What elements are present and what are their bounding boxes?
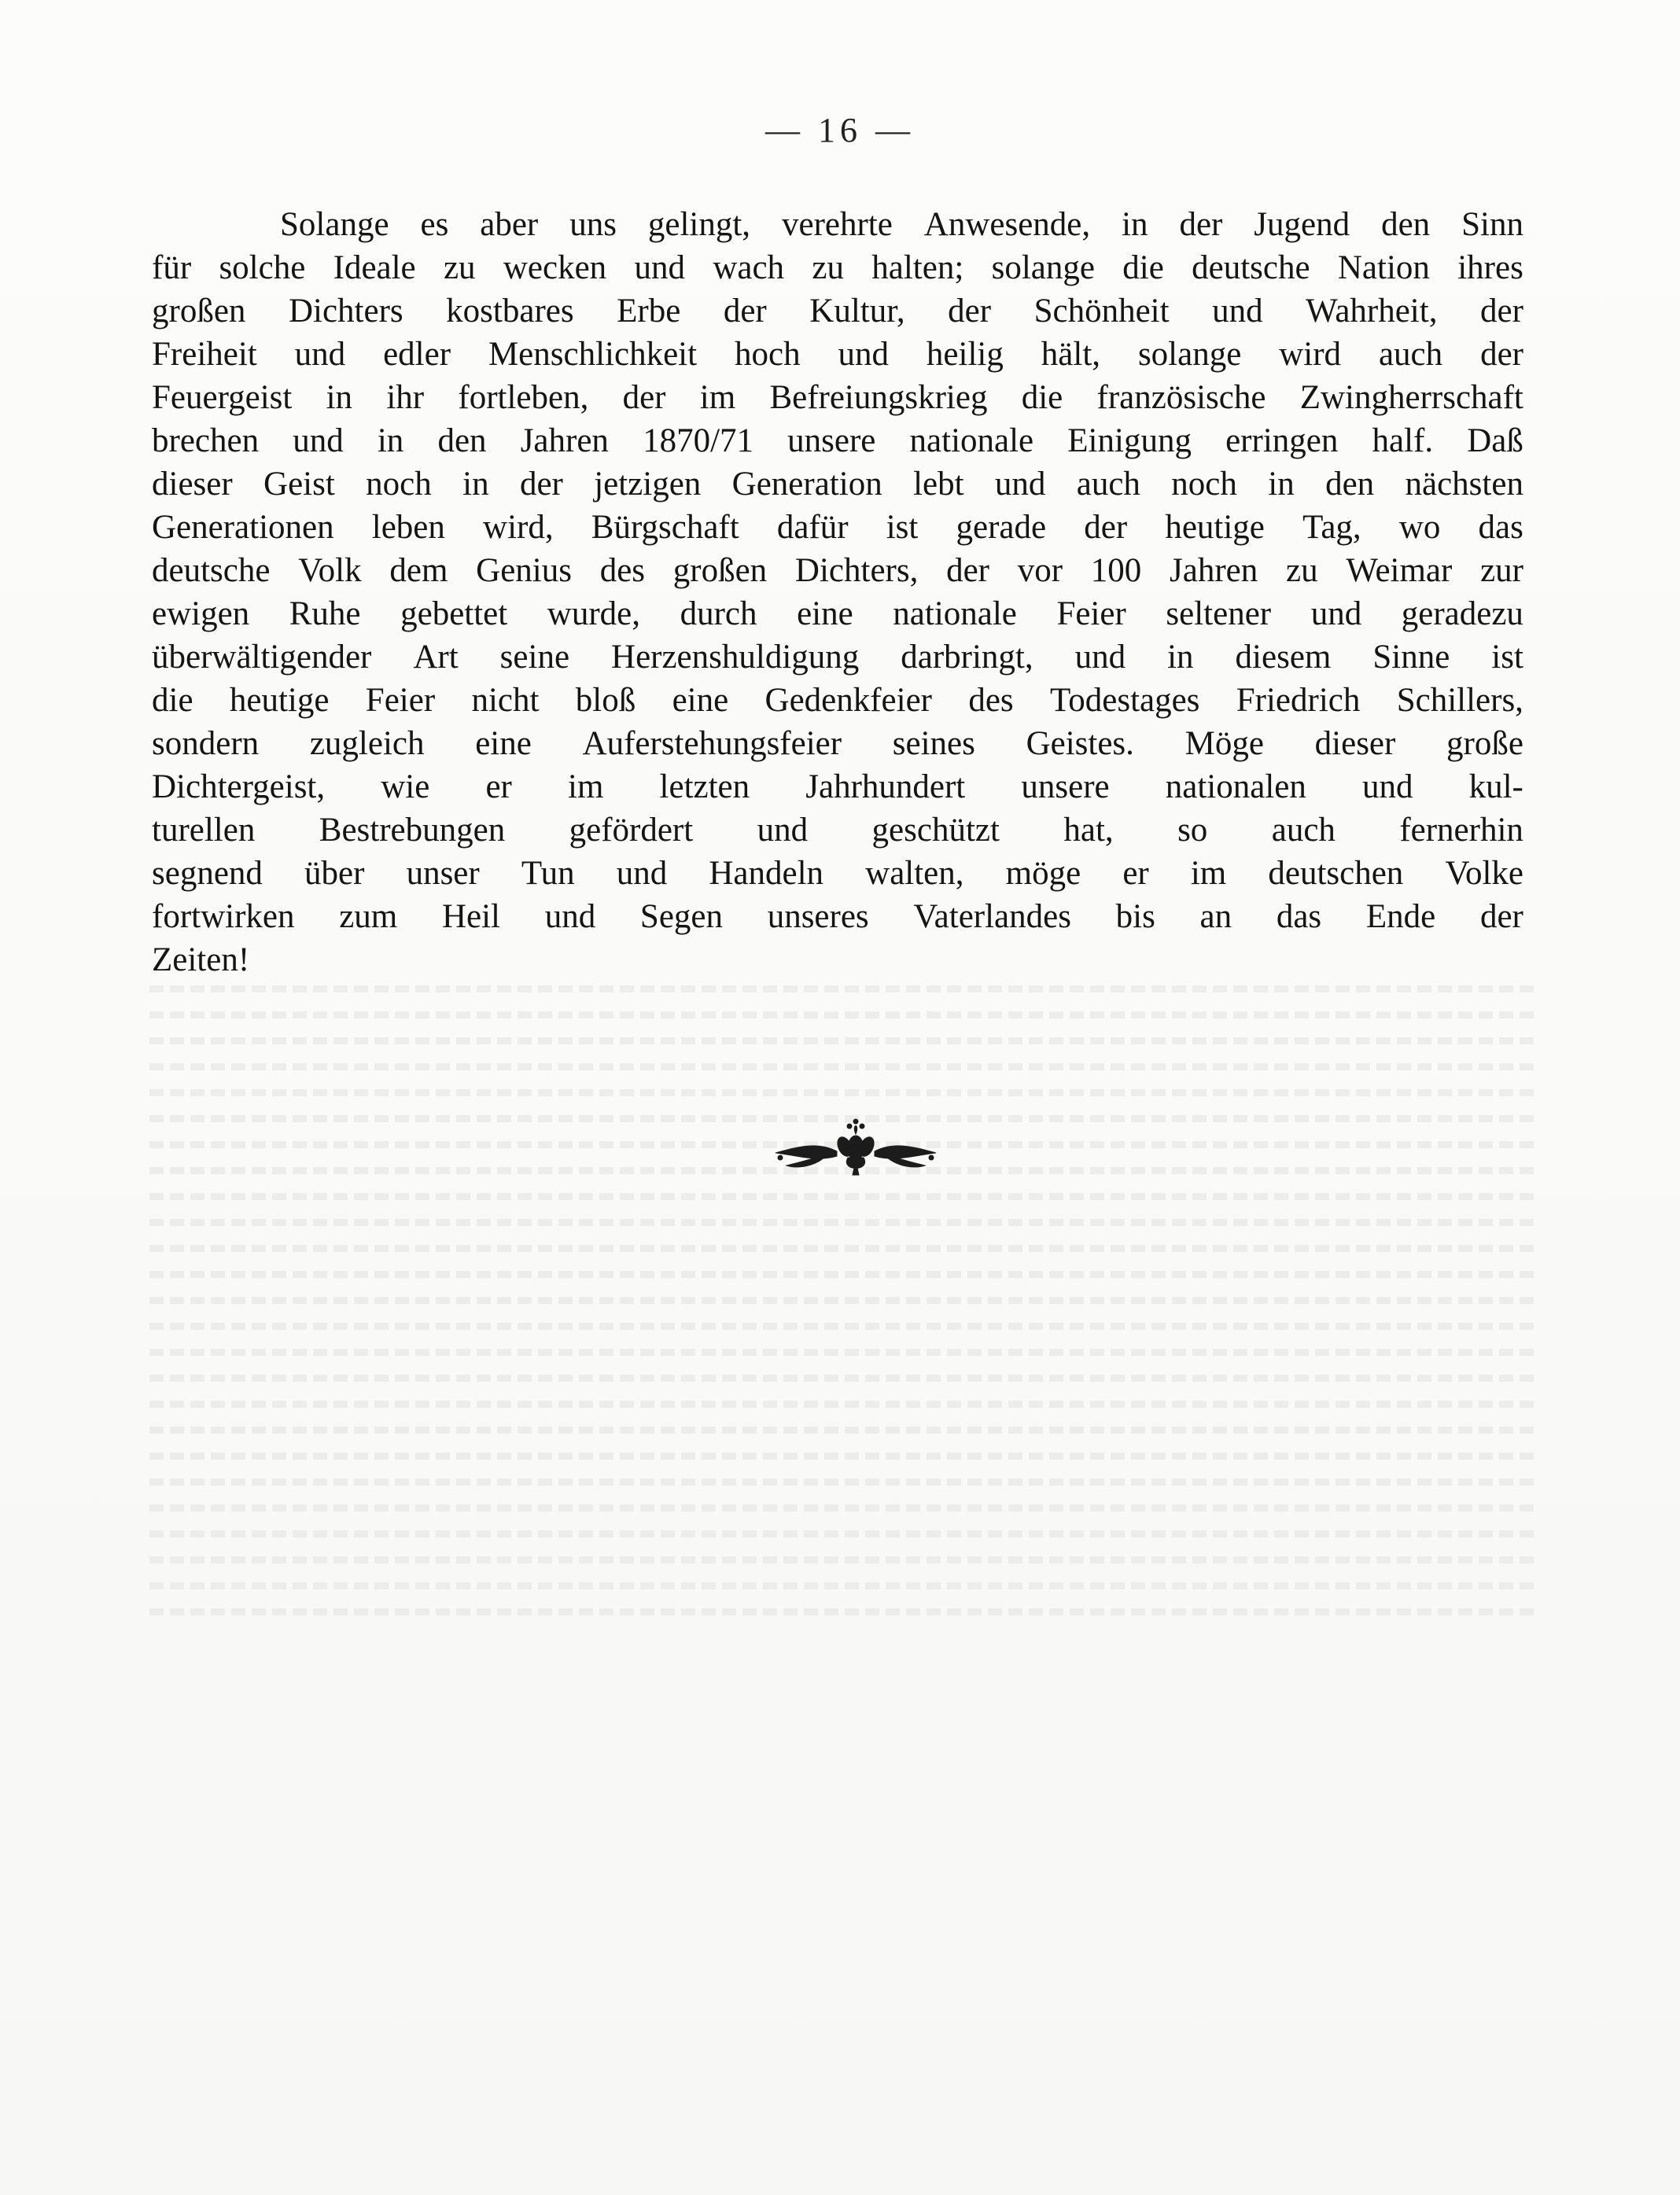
word: den (437, 422, 487, 459)
word: Anwesende, (923, 206, 1091, 243)
word: darbringt, (901, 639, 1033, 676)
word: Kultur, (809, 293, 905, 330)
word: wo (1398, 509, 1441, 546)
word: möge (1005, 855, 1081, 892)
word: diesem (1235, 639, 1332, 676)
word: Ruhe (289, 595, 361, 632)
word: und (634, 249, 685, 286)
word: nationalen (1165, 768, 1306, 805)
word: der (1179, 206, 1223, 243)
word: solche (219, 249, 306, 286)
word: auch (1271, 812, 1336, 849)
word: Generation (731, 466, 882, 503)
word: leben (371, 509, 445, 546)
word: deutsche (152, 552, 271, 589)
word: Einigung (1067, 422, 1192, 459)
text-line (152, 376, 1523, 419)
word: vor (1017, 552, 1063, 589)
word: überwältigender (152, 639, 372, 676)
word: segnend (152, 855, 263, 892)
word: kul- (1468, 768, 1523, 805)
word: aber (480, 206, 539, 243)
word: Daß (1467, 422, 1523, 459)
word: hoch (734, 336, 801, 373)
word: er (1122, 855, 1149, 892)
word: gefördert (569, 812, 694, 849)
word: in (1167, 639, 1194, 676)
word: lebt (913, 466, 964, 503)
word: wird, (483, 509, 554, 546)
page-number: — 16 — (765, 111, 915, 149)
word: Dichtergeist, (152, 768, 326, 805)
text-line (152, 679, 1523, 722)
word: Möge (1184, 725, 1264, 762)
word: fernerhin (1399, 812, 1523, 849)
word: das (1276, 898, 1322, 935)
text-line (152, 808, 1523, 852)
word: gelingt, (647, 206, 751, 243)
word: hat, (1063, 812, 1114, 849)
floral-vignette-icon (769, 1117, 942, 1180)
word: Menschlichkeit (488, 336, 698, 373)
word: seltener (1166, 595, 1272, 632)
word: ist (886, 509, 919, 546)
word: den (1381, 206, 1431, 243)
text-line (152, 549, 1523, 592)
word: Volk (298, 552, 362, 589)
word: Zeiten! (152, 941, 250, 978)
word: fortwirken (152, 898, 295, 935)
word: bloß (575, 682, 636, 719)
word: er (485, 768, 512, 805)
word: Zwingherrschaft (1299, 379, 1523, 416)
speech-paragraph (152, 203, 1523, 981)
word: auch (1076, 466, 1140, 503)
word: Feier (365, 682, 436, 719)
word: Erbe (617, 293, 681, 330)
word: Freiheit (152, 336, 257, 373)
text-line (152, 592, 1523, 635)
text-line (152, 635, 1523, 679)
text-line (152, 506, 1523, 549)
word: zugleich (309, 725, 425, 762)
word: gerade (956, 509, 1047, 546)
word: zur (1480, 552, 1523, 589)
word: Volke (1445, 855, 1523, 892)
word: im (568, 768, 604, 805)
word: nächsten (1405, 466, 1523, 503)
word: über (304, 855, 365, 892)
word: geschützt (871, 812, 1000, 849)
word: Jahren (520, 422, 609, 459)
word: Schönheit (1033, 293, 1170, 330)
word: Ende (1365, 898, 1436, 935)
word: wurde, (547, 595, 641, 632)
text-line (152, 419, 1523, 462)
word: deutsche (1192, 249, 1310, 286)
word: halten; (871, 249, 964, 286)
word: noch (1171, 466, 1237, 503)
word: kostbares (446, 293, 574, 330)
text-line (152, 852, 1523, 895)
text-line (152, 246, 1523, 289)
word: half. (1372, 422, 1434, 459)
word: Jugend (1254, 206, 1350, 243)
word: großen (152, 293, 246, 330)
word: Dichters, (794, 552, 919, 589)
word: unser (406, 855, 480, 892)
word: der (1479, 898, 1523, 935)
word: Bürgschaft (591, 509, 739, 546)
word: und (544, 898, 596, 935)
word: dieser (152, 466, 233, 503)
word: und (1310, 595, 1362, 632)
text-line (152, 895, 1523, 938)
word: Handeln (709, 855, 824, 892)
word: Herzenshuldigung (611, 639, 860, 676)
word: ist (1491, 639, 1523, 676)
word: in (1122, 206, 1148, 243)
word: Generationen (152, 509, 334, 546)
word: Gedenkfeier (764, 682, 932, 719)
word: unsere (1021, 768, 1110, 805)
word: Feier (1056, 595, 1126, 632)
word: und (294, 336, 346, 373)
word: walten, (865, 855, 964, 892)
word: Tun (521, 855, 575, 892)
word: Sinn (1461, 206, 1523, 243)
word: zu (443, 249, 476, 286)
word: dem (389, 552, 448, 589)
word: des (599, 552, 646, 589)
word: Geist (263, 466, 335, 503)
word: eine (475, 725, 532, 762)
word: heilig (926, 336, 1004, 373)
word: 1870/71 (643, 422, 754, 459)
word: Bestrebungen (319, 812, 506, 849)
word: Art (413, 639, 459, 676)
word: 100 (1090, 552, 1142, 589)
word: unsere (787, 422, 876, 459)
word: und (838, 336, 889, 373)
word: Nation (1337, 249, 1430, 286)
word: fortleben, (458, 379, 589, 416)
word: Solange (280, 206, 389, 243)
word: der (723, 293, 767, 330)
word: Heil (441, 898, 500, 935)
text-line (152, 765, 1523, 808)
word: Geistes. (1026, 725, 1134, 762)
word: Segen (639, 898, 723, 935)
text-line (152, 722, 1523, 765)
word: der (946, 552, 989, 589)
word: solange (991, 249, 1095, 286)
word: uns (569, 206, 617, 243)
word: es (420, 206, 449, 243)
word: Vaterlandes (913, 898, 1071, 935)
word: heutige (1165, 509, 1265, 546)
word: wach (713, 249, 785, 286)
word: in (326, 379, 353, 416)
word: wird (1279, 336, 1342, 373)
word: nationale (893, 595, 1017, 632)
word: Befreiungskrieg (769, 379, 988, 416)
word: gebettet (400, 595, 508, 632)
word: geradezu (1401, 595, 1523, 632)
word: große (1446, 725, 1523, 762)
word: französische (1096, 379, 1266, 416)
word: dafür (776, 509, 849, 546)
word: Jahren (1170, 552, 1258, 589)
word: turellen (152, 812, 256, 849)
word: nationale (909, 422, 1034, 459)
word: der (622, 379, 666, 416)
word: die (1122, 249, 1164, 286)
word: Ideale (333, 249, 416, 286)
word: der (519, 466, 563, 503)
word: deutschen (1268, 855, 1404, 892)
word: ewigen (152, 595, 250, 632)
word: unseres (767, 898, 869, 935)
word: großen (672, 552, 768, 589)
text-line (152, 333, 1523, 376)
word: und (293, 422, 344, 459)
word: Dichters (288, 293, 403, 330)
word: hält, (1041, 336, 1101, 373)
word: und (616, 855, 668, 892)
word: brechen (152, 422, 260, 459)
word: edler (383, 336, 451, 373)
word: solange (1137, 336, 1242, 373)
word: letzten (659, 768, 750, 805)
word: Sinne (1372, 639, 1450, 676)
word: erringen (1225, 422, 1339, 459)
word: und (1212, 293, 1263, 330)
word: so (1177, 812, 1208, 849)
word: zu (1285, 552, 1318, 589)
word: Jahrhundert (805, 768, 966, 805)
word: ihres (1457, 249, 1523, 286)
word: der (948, 293, 992, 330)
text-line (152, 289, 1523, 333)
word: im (1190, 855, 1227, 892)
word: Tag, (1302, 509, 1361, 546)
word: sondern (152, 725, 260, 762)
word: heutige (229, 682, 330, 719)
word: Todestages (1049, 682, 1200, 719)
word: auch (1378, 336, 1443, 373)
word: nicht (471, 682, 540, 719)
word: eine (672, 682, 729, 719)
word: in (462, 466, 489, 503)
text-line (152, 462, 1523, 506)
word: und (757, 812, 809, 849)
text-line (152, 203, 1523, 246)
word: verehrte (781, 206, 893, 243)
word: der (1084, 509, 1128, 546)
word: Schillers, (1396, 682, 1523, 719)
word: des (968, 682, 1014, 719)
word: eine (797, 595, 853, 632)
word: das (1478, 509, 1523, 546)
word: wie (381, 768, 430, 805)
word: und (1074, 639, 1126, 676)
word: wecken (503, 249, 607, 286)
word: die (1021, 379, 1063, 416)
word: Feuergeist (152, 379, 293, 416)
word: der (1480, 293, 1523, 330)
word: die (152, 682, 193, 719)
word: zum (339, 898, 398, 935)
word: in (1268, 466, 1295, 503)
word: Auferstehungsfeier (582, 725, 842, 762)
word: im (699, 379, 736, 416)
word: zu (812, 249, 844, 286)
word: Wahrheit, (1306, 293, 1438, 330)
text-line (152, 938, 1523, 981)
word: und (1361, 768, 1413, 805)
word: Friedrich (1236, 682, 1361, 719)
word: bis (1115, 898, 1155, 935)
word: und (994, 466, 1046, 503)
word: den (1325, 466, 1375, 503)
word: der (1480, 336, 1523, 373)
word: ihr (386, 379, 425, 416)
word: seines (892, 725, 975, 762)
word: in (377, 422, 404, 459)
word: seine (499, 639, 570, 676)
word: jetzigen (594, 466, 702, 503)
word: noch (366, 466, 432, 503)
word: Genius (476, 552, 572, 589)
word: durch (680, 595, 757, 632)
word: an (1199, 898, 1232, 935)
word: für (152, 249, 192, 286)
word: Weimar (1346, 552, 1453, 589)
word: dieser (1314, 725, 1396, 762)
